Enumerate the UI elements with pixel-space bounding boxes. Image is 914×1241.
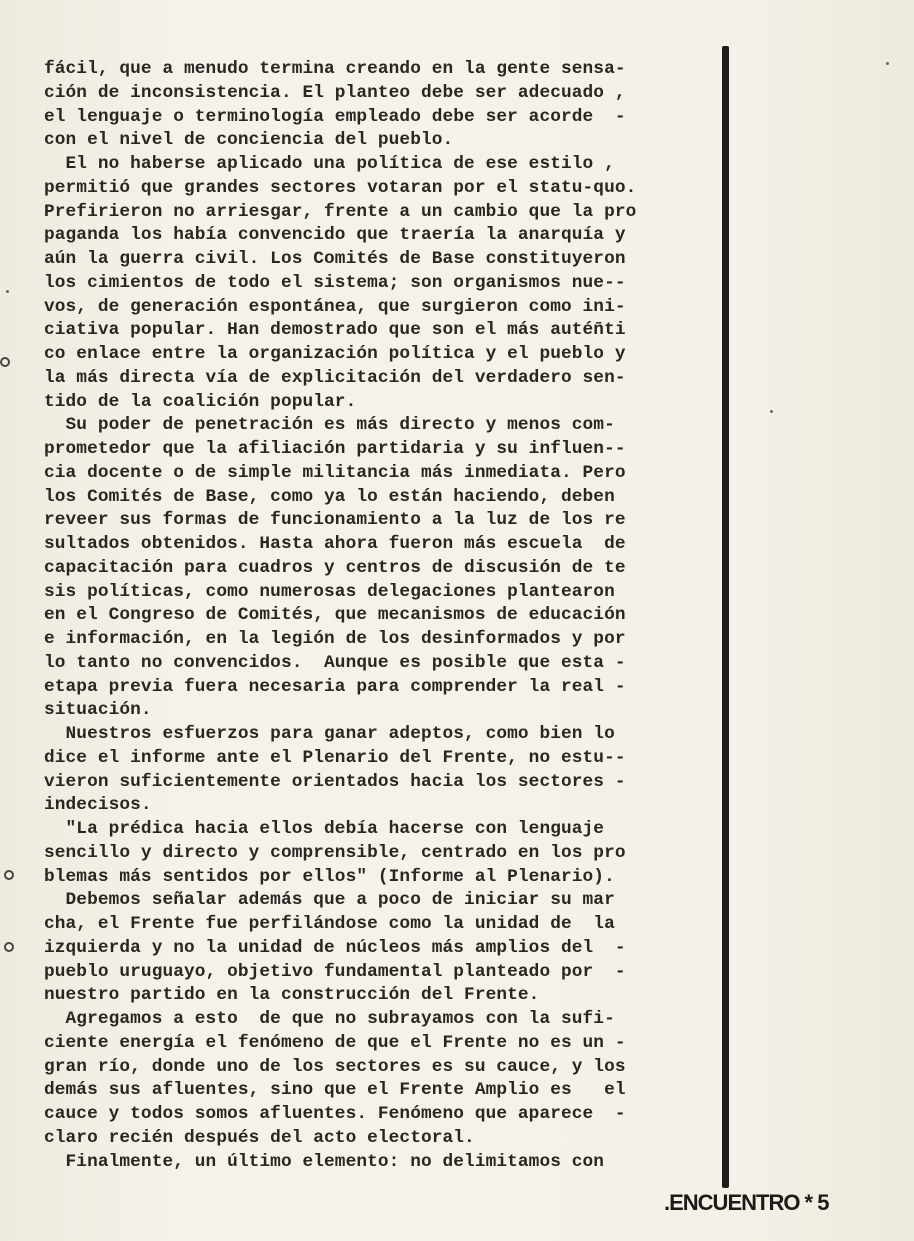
text-line: Agregamos a esto de que no subrayamos con la sufi- xyxy=(44,1009,615,1029)
text-line: los Comités de Base, como ya lo están haciendo, deben xyxy=(44,486,615,507)
text-line: situación. xyxy=(44,700,152,721)
vertical-column-rule xyxy=(722,46,729,1188)
binding-hole-mark xyxy=(0,357,10,367)
paper-speck xyxy=(770,410,773,413)
text-line: reveer sus formas de funcionamiento a la luz de los re xyxy=(44,510,626,531)
text-line: Finalmente, un último elemento: no delimitamos con xyxy=(44,1151,605,1172)
text-line: etapa previa fuera necesaria para comprender la real - xyxy=(44,676,626,697)
text-line: prometedor que la afiliación partidaria y su influen-- xyxy=(44,439,626,459)
text-line: izquierda y no la unidad de núcleos más amplios del - xyxy=(44,937,626,958)
text-line: permitió que grandes sectores votaran por el statu-quo. xyxy=(44,177,637,198)
text-line: vieron suficientemente orientados hacia los sectores - xyxy=(44,771,626,792)
text-line: sultados obtenidos. Hasta ahora fueron más escuela de xyxy=(44,534,626,554)
text-line: indecisos. xyxy=(44,795,152,816)
binding-hole-mark xyxy=(4,942,14,952)
text-line: "La prédica hacia ellos debía hacerse con lenguaje xyxy=(44,819,605,839)
text-line: sencillo y directo y comprensible, centrado en los pro xyxy=(44,842,626,863)
text-line: nuestro partido en la construcción del Frente. xyxy=(44,985,540,1006)
text-line: cia docente o de simple militancia más inmediata. Pero xyxy=(44,462,626,483)
text-line: sis políticas, como numerosas delegaciones plantearon xyxy=(44,581,615,602)
text-line: cha, el Frente fue perfilándose como la unidad de la xyxy=(44,914,615,934)
text-line: capacitación para cuadros y centros de discusión de te xyxy=(44,557,626,578)
text-line: Prefirieron no arriesgar, frente a un cambio que la pro xyxy=(44,201,637,222)
paper-speck xyxy=(6,290,9,293)
text-line: Nuestros esfuerzos para ganar adeptos, como bien lo xyxy=(44,724,615,744)
text-line: fácil, que a menudo termina creando en la gente sensa- xyxy=(44,59,626,79)
binding-hole-mark xyxy=(4,870,14,880)
text-line: blemas más sentidos por ellos" (Informe al Plenario). xyxy=(44,866,615,887)
text-line: vos, de generación espontánea, que surgieron como ini- xyxy=(44,296,626,317)
text-line: aún la guerra civil. Los Comités de Base constituyeron xyxy=(44,249,626,269)
paper-speck xyxy=(886,62,889,65)
text-line: demás sus afluentes, sino que el Frente Amplio es el xyxy=(44,1080,626,1101)
text-line: la más directa vía de explicitación del verdadero sen- xyxy=(44,367,626,388)
text-line: pueblo uruguayo, objetivo fundamental planteado por - xyxy=(44,961,626,982)
text-line: e información, en la legión de los desinformados y por xyxy=(44,629,626,649)
text-line: co enlace entre la organización política y el pueblo y xyxy=(44,344,626,364)
text-line: claro recién después del acto electoral. xyxy=(44,1127,475,1148)
text-line: ción de inconsistencia. El planteo debe ser adecuado , xyxy=(44,82,626,103)
article-text-column xyxy=(44,58,704,1174)
text-line: en el Congreso de Comités, que mecanismos de educación xyxy=(44,605,626,626)
text-line: ciativa popular. Han demostrado que son el más autén̄ti xyxy=(44,320,626,341)
text-line: ciente energía el fenómeno de que el Frente no es un - xyxy=(44,1032,626,1053)
text-line: gran río, donde uno de los sectores es su cauce, y los xyxy=(44,1056,626,1077)
text-line: cauce y todos somos afluentes. Fenómeno que aparece - xyxy=(44,1104,626,1124)
text-line: los cimientos de todo el sistema; son organismos nue-- xyxy=(44,272,626,293)
text-line: con el nivel de conciencia del pueblo. xyxy=(44,130,454,151)
text-line: Debemos señalar además que a poco de iniciar su mar xyxy=(44,890,615,911)
text-line: tido de la coalición popular. xyxy=(44,391,357,412)
text-line: dice el informe ante el Plenario del Frente, no estu-- xyxy=(44,747,626,768)
text-line: El no haberse aplicado una política de ese estilo , xyxy=(44,154,615,174)
text-line: Su poder de penetración es más directo y menos com- xyxy=(44,415,615,436)
page-footer: .ENCUENTRO * 5 xyxy=(664,1190,829,1215)
text-line: el lenguaje o terminología empleado debe ser acorde - xyxy=(44,106,626,127)
text-line: lo tanto no convencidos. Aunque es posible que esta - xyxy=(44,652,626,673)
text-line: paganda los había convencido que traería la anarquía y xyxy=(44,225,626,246)
